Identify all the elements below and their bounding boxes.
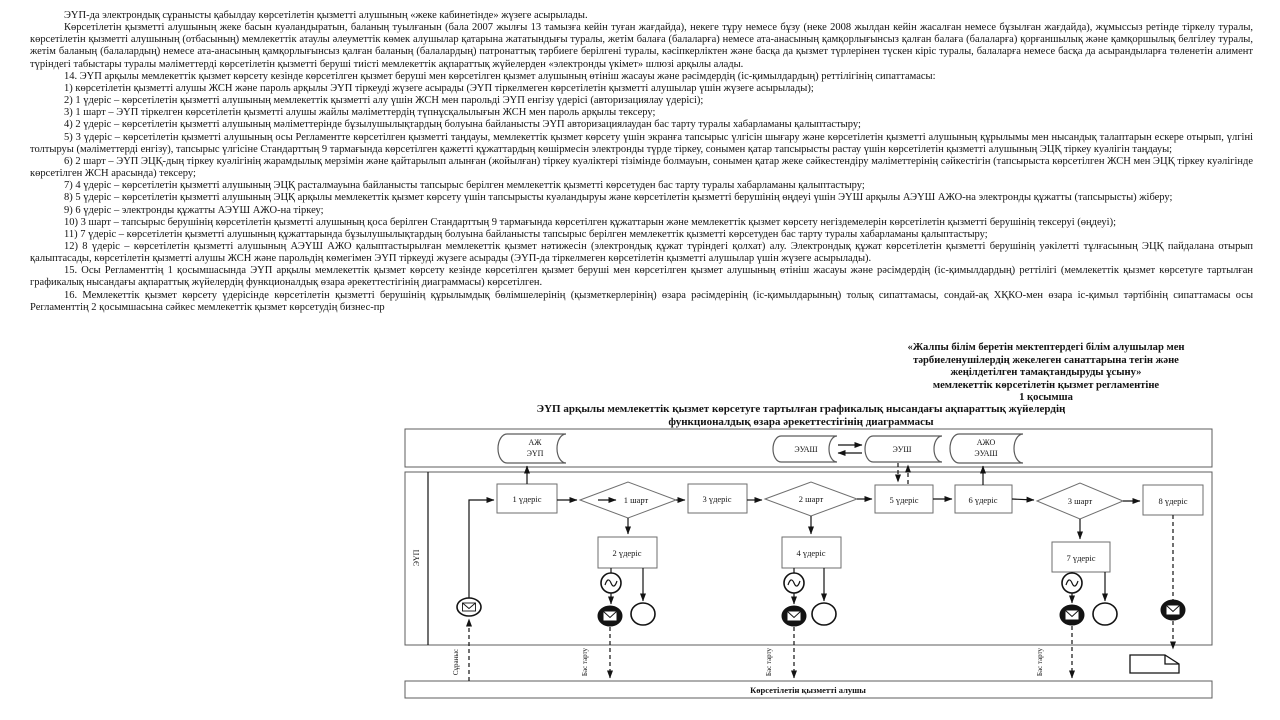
timer-event-icon	[601, 573, 621, 593]
paragraph: 10) 3 шарт – тапсырыс берушінің көрсетілетін қызметті алушының қоса берілген Стандарттың 9 тармағында көрсетілген құжаттарын және мемлекеттік қызмет көрсету негіздемелерін көрсетілетін қызметті берушінің тексеруі (өңдеуі);	[64, 216, 1116, 228]
system-euash	[773, 436, 837, 462]
paragraph: 11) 7 үдеріс – көрсетілетін қызметті алушының құжаттарында бұзылушылықтардың болуына байланысты тапсырыс берілген мемлекеттік қызметті көрсетуден бас тарту туралы хабарламаны қалыптастыру;	[64, 228, 988, 240]
paragraph: 9) 6 үдеріс – электронды құжатты АЭҮШ АЖО-на тіркеу;	[64, 204, 324, 216]
process-3	[688, 484, 747, 513]
request-label: Сұраныс	[452, 648, 460, 676]
paragraph: ЭҮП-да электрондық сұранысты қабылдау көрсетілетін қызметті алушының «жеке кабинетінде» жүзеге асырылады.	[64, 10, 588, 21]
annex-note	[872, 342, 1220, 405]
diagram-title-line: ЭҮП арқылы мемлекеттік қызмет көрсетуге тартылған графикалық нысандағы ақпараттық жүйелердің	[536, 403, 1066, 415]
svg-text:1 үдеріс: 1 үдеріс	[512, 494, 542, 504]
message-start-icon	[457, 598, 481, 616]
document-icon	[1130, 655, 1179, 673]
eup-lane-label: ЭҮП	[412, 549, 421, 567]
svg-text:ЭУШ: ЭУШ	[892, 445, 912, 454]
process-7	[1052, 542, 1110, 572]
svg-text:3 үдеріс: 3 үдеріс	[702, 494, 732, 504]
paragraph: 5) 3 үдеріс – көрсетілетін қызметті алушының осы Регламентте көрсетілген қызметті таңдауы, мемлекеттік қызмет көрсету үшін экранға тапсырыс үлгісін шығару және көрсетілетін қызметті алушының құрылымы мен нысандық талаптарын ескере отырып, үлгіні толтыруы (мәліметтерді енгізу), тапсырыс үлгісіне Стандарттың 9 тармағында көрсетілген қажетті құжаттардың көшірмесін электронды түрде тіркеу, сонымен қатар тапсырысты растау үшін көрсетілетін қызметті алушының ЭЦҚ тіркеу куәлігін таңдауы;	[30, 131, 1253, 155]
svg-text:АЖО: АЖО	[976, 438, 996, 447]
svg-text:7 үдеріс: 7 үдеріс	[1066, 553, 1096, 563]
paragraph: 4) 2 үдеріс – көрсетілетін қызметті алушының мәліметтерінде бұзылушылықтардың болуына байланысты ЭҮП авторизациялаудан бас тарту туралы хабарламаны қалыптастыру;	[64, 119, 861, 131]
refusal-label: Бас тарту	[1036, 647, 1044, 677]
end-event-icon	[1093, 603, 1117, 625]
svg-text:3 шарт: 3 шарт	[1067, 496, 1093, 506]
process-8	[1143, 485, 1203, 515]
svg-text:4 үдеріс: 4 үдеріс	[796, 548, 826, 558]
paragraph: 12) 8 үдеріс – көрсетілетін қызметті алушының АЭҮШ АЖО қалыптастырылған мемлекеттік қызмет нәтижесін (электрондық құжат түріндегі қолхат) алу. Электрондық құжат көрсетілетін қызметті берушінің уәкілетті тұлғасының ЭЦҚ пайдалана отырып қалыптасады, көрсетілетін қызметті алушы ЖСН және парольдің көмегімен ЭҮП тіркеуді жүзеге асырады (ЭҮП-да тіркелмеген көрсетілетін қызметті алушылар үшін жүзеге асырылады).	[30, 240, 1253, 265]
paragraph: Көрсетілетін қызметті алушының жеке басын куәландыратын, баланың туылғанын (бала 2007 жылғы 13 тамызға кейін туған жағдайда), некеге тұру немесе бұзу (неке 2008 жылдан кейін жасалған немесе бұзылған жағдайда), жұмыссыз ретінде тіркелу туралы, көрсетілетін қызметті алушының (отбасының) мемлекеттік атаулы әлеуметтік көмек алушылар қатарына жататындығы туралы, жетім балаға (балаларға) немесе ата-анасының қамқорлығынсыз қалған балаға (балаларға) қорғаншылық және қамқоршылық белгілеу туралы, жетім баланың (балалардың) немесе ата-анасының қамқорлығынсыз қалған баланың (балалардың) патронаттық тәрбиеге берілгені туралы, кәсіпкерліктен және басқа да қызмет түрлерінен түскен кіріс туралы, балаларға немесе басқа да асырандыларға төленетін алимент түріндегі табыстары туралы мәліметтерді көрсетілетін қызметті беруші тиісті мемлекеттік ақпараттық жүйелерден «электронды үкімет» шлюзі арқылы алады.	[30, 22, 1253, 70]
svg-text:ЭҮП: ЭҮП	[526, 449, 544, 458]
message-end-icon	[1060, 605, 1084, 625]
message-end-icon	[598, 606, 622, 626]
end-event-icon	[812, 603, 836, 625]
svg-text:АЖ: АЖ	[528, 438, 542, 447]
document-body-text	[30, 10, 1253, 314]
process-4	[782, 537, 841, 568]
refusal-label: Бас тарту	[581, 647, 589, 677]
process-5	[875, 485, 933, 513]
svg-text:6 үдеріс: 6 үдеріс	[968, 495, 998, 505]
annex-line: «Жалпы білім беретін мектептердегі білім алушылар мен	[907, 342, 1185, 353]
paragraph: 2) 1 үдеріс – көрсетілетін қызметті алушының мемлекеттік қызметті алу үшін ЖСН мен парольді ЭҮП енгізу үдерісі (авторизациялау үдерісі);	[64, 95, 704, 107]
svg-text:2 шарт: 2 шарт	[798, 494, 824, 504]
annex-line: тәрбиеленушілердің жекелеген санаттарына тегін және	[913, 354, 1179, 366]
system-azho-euash	[950, 434, 1023, 463]
system-azh-eup	[498, 434, 566, 463]
timer-event-icon	[784, 573, 804, 593]
paragraph: 16. Мемлекеттік қызмет көрсету үдерісінде көрсетілетін қызметті берушінің құрылымдық бөлімшелерінің (қызметкерлерінің) өзара рәсімдерінің (іс-қимылдарының) толық сипаттамасы, сондай-ақ ХҚКО-мен өзара іс-қимыл тәртібінің сипаттамасы осы Регламенттің 2 қосымшасына сәйкес мемлекеттік қызмет көрсетудің бизнес-пр	[30, 289, 1253, 313]
end-event-icon	[631, 603, 655, 625]
system-eush	[865, 436, 942, 462]
interaction-diagram	[395, 420, 1225, 715]
svg-text:ЭУАШ: ЭУАШ	[794, 445, 818, 454]
message-end-icon	[782, 606, 806, 626]
paragraph: 15. Осы Регламенттің 1 қосымшасында ЭҮП арқылы мемлекеттік қызмет көрсету кезінде көрсетілген қызмет беруші мен көрсетілген қызмет алушының өтініш жасауы және рәсімдердің (іс-қимылдардың) реттілігі (мемлекеттік қызмет көрсетуге тартылған графикалық нысандағы ақпараттық жүйелердің функционалдық өзара әрекеттестігінің диаграммасы) көрсетілген.	[30, 265, 1253, 289]
paragraph: 14. ЭҮП арқылы мемлекеттік қызмет көрсету кезінде көрсетілген қызмет беруші мен көрсетілген қызмет алушының өтініш жасауы және рәсімдердің (іс-қимылдардың) реттілігінің сипаттамасы:	[64, 70, 936, 82]
timer-event-icon	[1062, 573, 1082, 593]
svg-text:ЭУАШ: ЭУАШ	[974, 449, 998, 458]
refusal-label: Бас тарту	[765, 647, 773, 677]
svg-text:1 шарт: 1 шарт	[623, 495, 649, 505]
consumer-lane-label: Көрсетілетін қызметті алушы	[750, 685, 866, 695]
paragraph: 1) көрсетілетін қызметті алушы ЖСН және пароль арқылы ЭҮП тіркеуді жүзеге асырады (ЭҮП тіркелмеген көрсетілетін қызметті алушылар үшін жүзеге асырылады);	[64, 82, 814, 94]
diagram-title-line: функционалдық өзара әрекеттестігінің диаграммасы	[668, 415, 934, 428]
annex-line: мемлекеттік көрсетілетін қызмет регламентіне	[932, 379, 1160, 391]
process-2	[598, 537, 657, 568]
paragraph: 7) 4 үдеріс – көрсетілетін қызметті алушының ЭЦҚ расталмауына байланысты тапсырыс берілген мемлекеттік қызметті көрсетуден бас тарту туралы хабарламаны қалыптастыру;	[64, 180, 865, 192]
annex-line: жеңілдетілген тамақтандыруды ұсыну»	[950, 367, 1142, 379]
svg-text:8 үдеріс: 8 үдеріс	[1158, 496, 1188, 506]
annex-line: 1 қосымша	[1019, 392, 1073, 404]
paragraph: 3) 1 шарт – ЭҮП тіркелген көрсетілетін қызметті алушы жайлы мәліметтердің түпнұсқалылығын ЖСН мен пароль арқылы тексеру;	[64, 107, 656, 119]
svg-text:5 үдеріс: 5 үдеріс	[889, 495, 919, 505]
paragraph: 6) 2 шарт – ЭҮП ЭЦҚ-дың тіркеу куәлігінің жарамдылық мерзімін және қайтарылып алынған (жойылған) тіркеу куәліктері тізімінде болмауын, сонымен қатар жеке сәйкестендіру мәліметтерінің сәйкестігін (тапсырыста көрсетілген ЖСН мен ЭЦҚ тіркеу куәлігінде көрсетілген ЖСН арасында) тексеру;	[30, 155, 1253, 180]
process-1	[497, 484, 557, 513]
process-6	[955, 485, 1012, 513]
paragraph: 8) 5 үдеріс – көрсетілетін қызметті алушының ЭЦҚ арқылы мемлекеттік қызмет көрсету үшін тапсырысты куәландыруы және көрсетілетін қызметті берушінің өңдеуі үшін ЭҮШ арқылы АЭҮШ АЖО-на электронды құжатты (тапсырысты) жіберу;	[64, 192, 1173, 204]
message-end-icon	[1161, 600, 1185, 620]
svg-text:2 үдеріс: 2 үдеріс	[612, 548, 642, 558]
